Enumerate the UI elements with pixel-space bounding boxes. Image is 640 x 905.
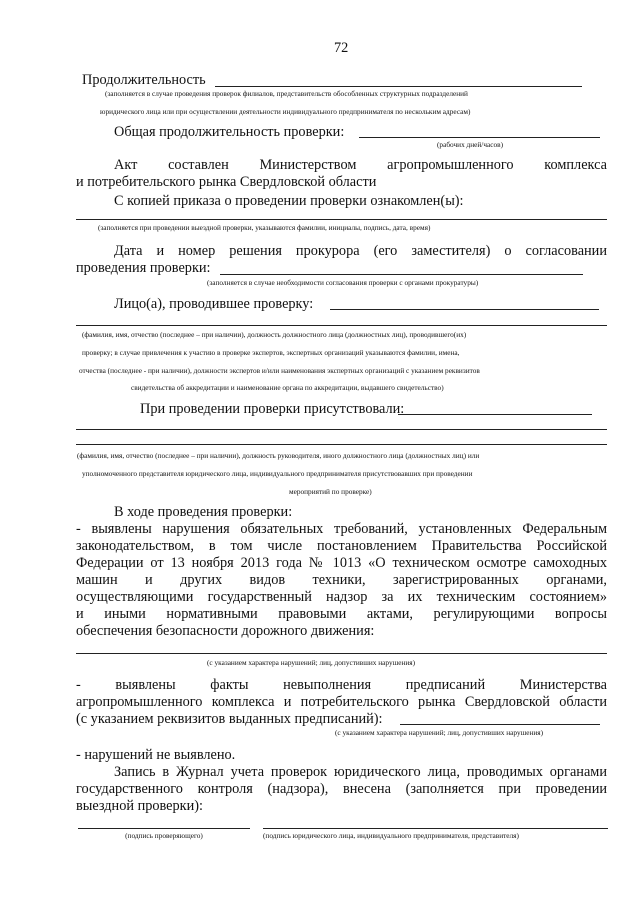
duration-note-2: юридического лица или при осуществлении деятельности индивидуального предпринимателя по нескольким адресам) <box>100 107 471 116</box>
violations-line: законодательством, в том числе постановлением Правительства Российской <box>76 538 607 554</box>
violations-note: (с указанием характера нарушений; лиц, допустивших нарушения) <box>207 658 416 667</box>
order-copy-note: (заполняется при проведении выездной проверки, указываются фамилии, инициалы, подпись, дата, время) <box>98 223 431 232</box>
violations-last-line: обеспечения безопасности дорожного движения: <box>76 623 375 639</box>
no-violations: - нарушений не выявлено. <box>76 747 236 763</box>
inspector-fill-line-2 <box>76 325 607 326</box>
prescriptions-line-1: - выявлены факты невыполнения предписаний Министерства <box>76 677 607 693</box>
present-fill-line <box>398 414 592 415</box>
total-duration-fill-line <box>359 137 600 138</box>
violations-fill-line <box>76 653 607 654</box>
act-line-1 <box>114 157 607 173</box>
prescriptions-line-2: агропромышленного комплекса и потребительского рынка Свердловской области <box>76 694 607 710</box>
violations-line: - выявлены нарушения обязательных требований, установленных Федеральным <box>76 521 607 537</box>
inspector-note-4: свидетельства об аккредитации и наименование органа по аккредитации, выдавшего свидетельство) <box>131 383 444 392</box>
inspector-fill-line <box>330 309 599 310</box>
act-word: Акт <box>114 157 138 173</box>
inspector-signature-line <box>78 828 250 829</box>
duration-fill-line <box>215 86 582 87</box>
prosecutor-fill-line <box>220 274 583 275</box>
prescriptions-fill-line <box>400 724 600 725</box>
inspector-note-2: проверку; в случае привлечения к участию в проверке экспертов, экспертных организаций указываются фамилии, имена, <box>82 348 460 357</box>
violations-line: Федерации от 13 ноября 2013 года № 1013 «О техническом осмотре самоходных <box>76 555 607 571</box>
present-fill-line-2 <box>76 429 607 430</box>
present-label: При проведении проверки присутствовали: <box>140 401 405 417</box>
inspector-note-1: (фамилия, имя, отчество (последнее – при наличии), должность должностного лица (должностных лиц), проводившего(их) <box>82 330 467 339</box>
act-word: Министерством <box>259 157 357 173</box>
total-duration-note: (рабочих дней/часов) <box>437 140 503 149</box>
journal-line-2: государственного контроля (надзора), внесена (заполняется при проведении <box>76 781 607 797</box>
findings-intro: В ходе проведения проверки: <box>114 504 293 520</box>
order-copy-label: С копией приказа о проведении проверки ознакомлен(ы): <box>114 193 464 209</box>
total-duration-label: Общая продолжительность проверки: <box>114 124 345 140</box>
violations-line: осуществляющими государственный надзор за их техническим состоянием» <box>76 589 607 605</box>
violations-line: машин и других видов техники, зарегистрированных органами, <box>76 572 607 588</box>
page-number: 72 <box>334 40 349 56</box>
violations-line: и иными нормативными правовыми актами, регулирующими вопросы <box>76 606 607 622</box>
present-note-1: (фамилия, имя, отчество (последнее – при наличии), должность руководителя, иного должностного лица (должностных лиц) или <box>77 451 480 460</box>
inspector-label: Лицо(а), проводившее проверку: <box>114 296 314 312</box>
act-word: агропромышленного <box>387 157 514 173</box>
act-line-2: и потребительского рынка Свердловской области <box>76 174 377 190</box>
present-note-3: мероприятий по проверке) <box>289 487 372 496</box>
representative-signature-line <box>263 828 608 829</box>
present-note-2: уполномоченного представителя юридического лица, индивидуального предпринимателя присутствовавших при проведении <box>82 469 473 478</box>
prosecutor-line-1: Дата и номер решения прокурора (его заместителя) о согласовании <box>114 243 607 259</box>
journal-line-1: Запись в Журнал учета проверок юридического лица, проводимых органами <box>114 764 607 780</box>
act-word: составлен <box>168 157 229 173</box>
present-fill-line-3 <box>76 444 607 445</box>
inspector-note-3: отчества (последнее - при наличии), должности экспертов и/или наименования экспертных организаций с указанием реквизитов <box>79 366 480 375</box>
duration-label: Продолжительность <box>82 72 206 88</box>
duration-note-1: (заполняется в случае проведения проверок филиалов, представительств обособленных структурных подразделений <box>105 89 468 98</box>
prosecutor-line-2: проведения проверки: <box>76 260 211 276</box>
act-word: комплекса <box>544 157 607 173</box>
prosecutor-note: (заполняется в случае необходимости согласования проверки с органами прокуратуры) <box>207 278 479 287</box>
prescriptions-note: (с указанием характера нарушений; лиц, допустивших нарушения) <box>335 728 544 737</box>
representative-signature-caption: (подпись юридического лица, индивидуального предпринимателя, представителя) <box>263 831 519 840</box>
prescriptions-line-3: (с указанием реквизитов выданных предписаний): <box>76 711 383 727</box>
order-copy-fill-line <box>76 219 607 220</box>
journal-line-3: выездной проверки): <box>76 798 204 814</box>
inspector-signature-caption: (подпись проверяющего) <box>125 831 203 840</box>
